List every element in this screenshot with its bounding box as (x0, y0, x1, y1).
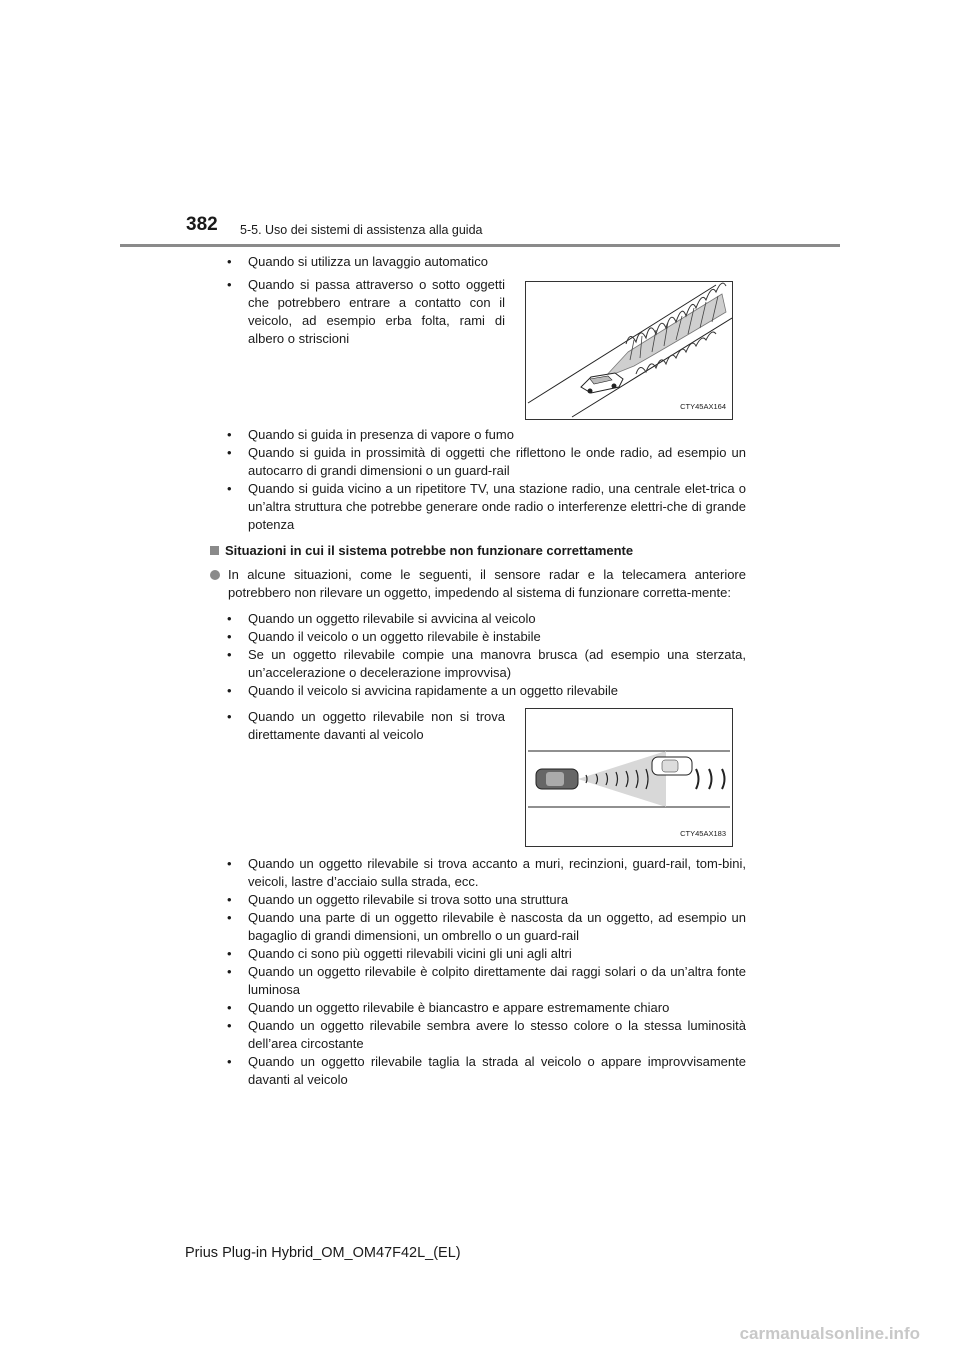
list-item: • Quando il veicolo o un oggetto rilevabile è instabile (227, 628, 746, 646)
list-automatic-wash (210, 253, 746, 271)
list-item: • Quando un oggetto rilevabile è colpito direttamente dai raggi solari o da un’altra fonte luminosa (227, 963, 746, 999)
car-icon (581, 373, 623, 394)
figure-offset-vehicle (525, 708, 733, 847)
list-radio-interference (210, 426, 746, 534)
target-car-icon (652, 757, 692, 775)
list-item: • Quando un oggetto rilevabile si trova accanto a muri, recinzioni, guard-rail, tom-bini, veicoli, lastre d’acciaio sulla strada, ecc. (227, 855, 746, 891)
figure-code: CTY45AX183 (680, 829, 726, 838)
header-rule (120, 244, 840, 247)
list-item: • Quando il veicolo si avvicina rapidamente a un oggetto rilevabile (227, 682, 746, 700)
list-item: • Quando si guida in presenza di vapore o fumo (227, 426, 746, 444)
fig1-row (210, 271, 746, 420)
list-item: • Quando un oggetto rilevabile si avvicina al veicolo (227, 610, 746, 628)
page-content (210, 253, 746, 1089)
ego-car-icon (536, 769, 578, 789)
list-item: • Quando un oggetto rilevabile taglia la strada al veicolo o appare improvvisamente davanti al veicolo (227, 1053, 746, 1089)
list-environment-issues (210, 855, 746, 1089)
list-detection-issues (210, 610, 746, 700)
figure-code: CTY45AX164 (680, 402, 726, 411)
list-item: • Quando si guida vicino a un ripetitore TV, una stazione radio, una centrale elet-trica o un’altra struttura che potrebbe generare onde radio o interferenze elettri-che di grande potenza (227, 480, 746, 534)
subheading-text: Situazioni in cui il sistema potrebbe non funzionare correttamente (225, 543, 634, 558)
list-item: • Quando si utilizza un lavaggio automatico (227, 253, 746, 271)
intro-item (210, 566, 746, 602)
intro-text: In alcune situazioni, come le seguenti, il sensore radar e la telecamera anteriore potrebbero non rilevare un oggetto, impedendo al sistema di funzionare corretta-mente: (228, 567, 746, 600)
list-item: • Quando un oggetto rilevabile non si trova direttamente davanti al veicolo (227, 708, 505, 744)
section-subheading (210, 542, 746, 560)
list-item: • Quando si passa attraverso o sotto oggetti che potrebbero entrare a contatto con il veicolo, ad esempio erba folta, rami di albero o striscioni (227, 276, 505, 348)
footer-model: Prius Plug-in Hybrid_OM_OM47F42L_(EL) (185, 1245, 461, 1261)
page-number: 382 (186, 214, 218, 235)
fig2-row (210, 708, 746, 847)
figure-tall-grass (525, 281, 733, 420)
list-item: • Quando una parte di un oggetto rilevabile è nascosta da un oggetto, ad esempio un bagaglio di grandi dimensioni, un ombrello o un guard-rail (227, 909, 746, 945)
circle-bullet-icon (210, 570, 220, 580)
list-item: • Quando un oggetto rilevabile si trova sotto una struttura (227, 891, 746, 909)
list-item: • Quando ci sono più oggetti rilevabili vicini gli uni agli altri (227, 945, 746, 963)
list-item: • Quando un oggetto rilevabile è biancastro e appare estremamente chiaro (227, 999, 746, 1017)
section-title: 5-5. Uso dei sistemi di assistenza alla guida (240, 223, 483, 237)
watermark: carmanualsonline.info (739, 1324, 920, 1343)
list-item: • Quando un oggetto rilevabile sembra avere lo stesso colore o la stessa luminosità dell’area circostante (227, 1017, 746, 1053)
square-bullet-icon (210, 546, 219, 555)
list-item: • Se un oggetto rilevabile compie una manovra brusca (ad esempio una sterzata, un’accelerazione o decelerazione improvvisa) (227, 646, 746, 682)
list-item: • Quando si guida in prossimità di oggetti che riflettono le onde radio, ad esempio un autocarro di grandi dimensioni o un guard-rail (227, 444, 746, 480)
